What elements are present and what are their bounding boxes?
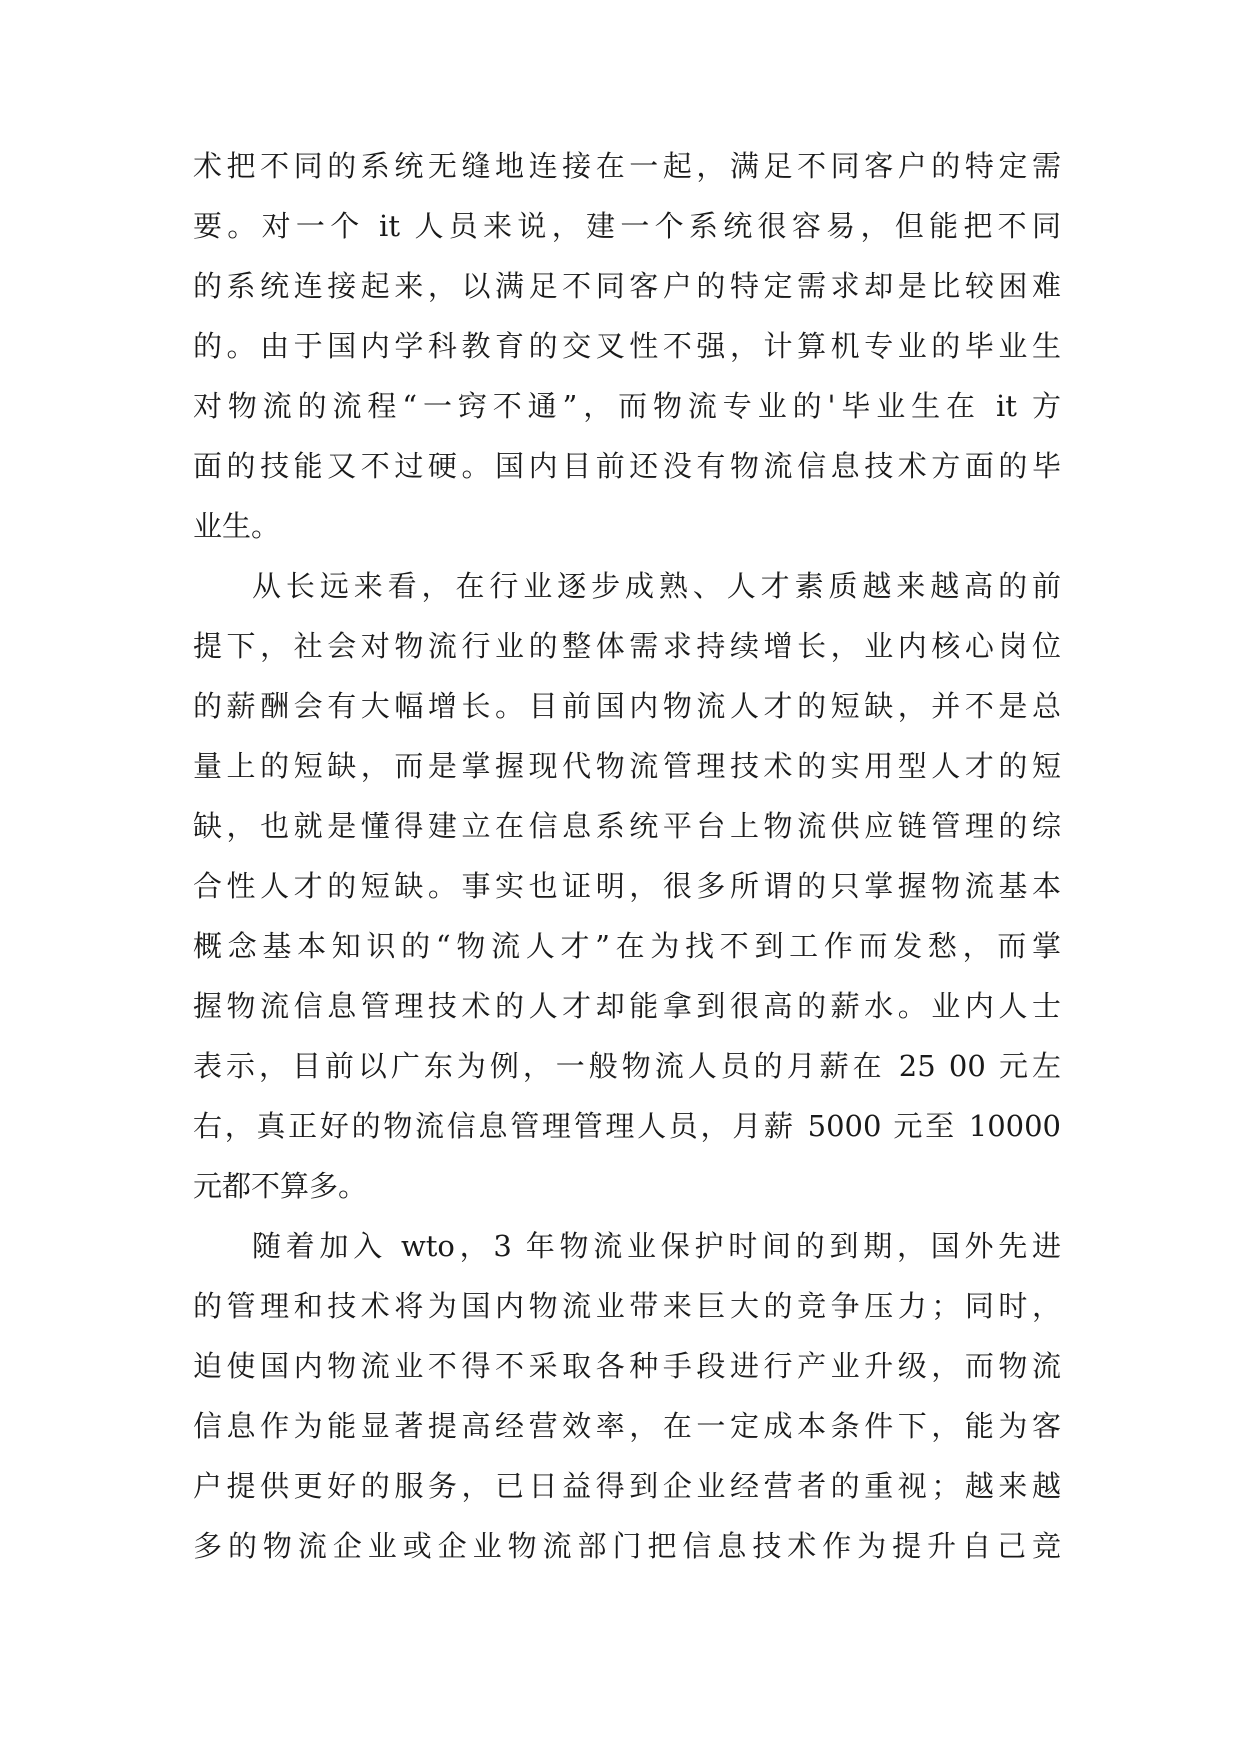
text-line: 信息作为能显著提高经营效率，在一定成本条件下，能为客 — [193, 1409, 1061, 1443]
text-line: 迫使国内物流业不得不采取各种手段进行产业升级，而物流 — [193, 1349, 1061, 1383]
text-line: 要。对一个 it 人员来说，建一个系统很容易，但能把不同 — [193, 209, 1061, 243]
text-line: 户提供更好的服务，已日益得到企业经营者的重视；越来越 — [193, 1469, 1061, 1503]
text-line: 表示，目前以广东为例，一般物流人员的月薪在 25 00 元左 — [193, 1049, 1061, 1083]
paragraph-first-line: 随着加入 wto，3 年物流业保护时间的到期，国外先进 — [252, 1229, 1061, 1263]
text-line: 概念基本知识的“物流人才”在为找不到工作而发愁，而掌 — [193, 929, 1061, 963]
text-line: 右，真正好的物流信息管理管理人员，月薪 5000 元至 10000 — [193, 1109, 1061, 1143]
text-line: 的管理和技术将为国内物流业带来巨大的竞争压力；同时， — [193, 1289, 1061, 1323]
text-line: 业生。 — [193, 509, 281, 543]
text-line: 面的技能又不过硬。国内目前还没有物流信息技术方面的毕 — [193, 449, 1061, 483]
text-line: 量上的短缺，而是掌握现代物流管理技术的实用型人才的短 — [193, 749, 1061, 783]
text-line: 提下，社会对物流行业的整体需求持续增长，业内核心岗位 — [193, 629, 1061, 663]
text-line: 缺，也就是懂得建立在信息系统平台上物流供应链管理的综 — [193, 809, 1061, 843]
text-line: 握物流信息管理技术的人才却能拿到很高的薪水。业内人士 — [193, 989, 1061, 1023]
text-line: 术把不同的系统无缝地连接在一起，满足不同客户的特定需 — [193, 149, 1061, 183]
text-line: 元都不算多。 — [193, 1169, 368, 1203]
text-line: 合性人才的短缺。事实也证明，很多所谓的只掌握物流基本 — [193, 869, 1061, 903]
text-line: 的系统连接起来，以满足不同客户的特定需求却是比较困难 — [193, 269, 1061, 303]
text-line: 的。由于国内学科教育的交叉性不强，计算机专业的毕业生 — [193, 329, 1061, 363]
text-line: 对物流的流程“一窍不通”，而物流专业的'毕业生在 it 方 — [193, 389, 1061, 423]
paragraph-first-line: 从长远来看，在行业逐步成熟、人才素质越来越高的前 — [252, 569, 1061, 603]
text-line: 的薪酬会有大幅增长。目前国内物流人才的短缺，并不是总 — [193, 689, 1061, 723]
text-line: 多的物流企业或企业物流部门把信息技术作为提升自己竞 — [193, 1529, 1061, 1563]
